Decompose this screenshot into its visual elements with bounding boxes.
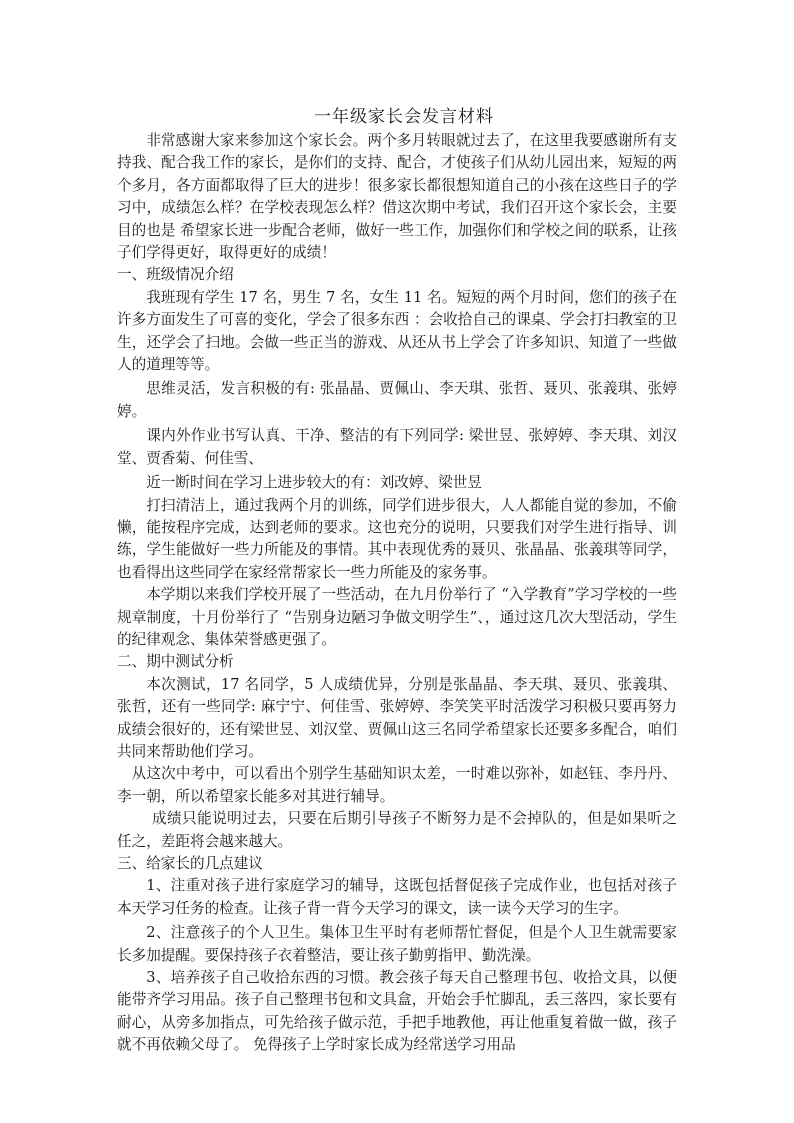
neat-homework-paragraph: 课内外作业书写认真、干净、整洁的有下列同学: 梁世昱、张婷婷、李天琪、刘汉堂、贾香菊、何佳雪、 [117, 427, 677, 467]
active-students-paragraph: 思维灵活，发言积极的有: 张晶晶、贾佩山、李天琪、张哲、聂贝、张義琪、张婷婷。 [117, 380, 677, 420]
document-title: 一年级家长会发言材料 [314, 107, 494, 127]
suggestion-1-paragraph: 1、注重对孩子进行家庭学习的辅导，这既包括督促孩子完成作业，也包括对孩子本天学习任务的检查。让孩子背一背今天学习的课文，读一读今天学习的生字。 [117, 877, 677, 917]
suggestion-2-paragraph: 2、注意孩子的个人卫生。集体卫生平时有老师帮忙督促，但是个人卫生就需要家长多加提醒。要保持孩子衣着整洁，要让孩子勤剪指甲、勤洗澡。 [117, 924, 677, 964]
section-heading-midterm-analysis: 二、期中测试分析 [117, 653, 234, 671]
section-heading-parent-suggestions: 三、给家长的几点建议 [117, 855, 263, 872]
cleaning-paragraph: 打扫清洁上，通过我两个月的训练，同学们进步很大，人人都能自觉的参加，不偷懒，能按程序完成，达到老师的要求。这也充分的说明，只要我们对学生进行指导、训练，学生能做好一些力所能及的事情。其中表现优秀的聂贝、张晶晶、张義琪等同学，也看得出这些同学在家经常帮家长一些力所能及的家务事。 [117, 496, 677, 581]
test-results-paragraph: 本次测试，17 名同学，5 人成绩优异，分别是张晶晶、李天琪、聂贝、张義琪、张哲，还有一些同学: 麻宁宁、何佳雪、张婷婷、李笑笑平时活泼学习积极只要再努力成绩会很好的，还有梁世昱、刘汉堂、贾佩山这三名同学希望家长还要多多配合，咱们共同来帮助他们学习。 [117, 675, 677, 760]
intro-paragraph: 非常感谢大家来参加这个家长会。两个多月转眼就过去了，在这里我要感谢所有支持我、配合我工作的家长，是你们的支持、配合，才使孩子们从幼儿园出来，短短的两个多月，各方面都取得了巨大的进步！很多家长都很想知道自己的小孩在这些日子的学习中，成绩怎么样？在学校表现怎么样？借这次期中考试，我们召开这个家长会，主要目的也是 希望家长进一步配合老师，做好一些工作，加强你们和学校之间的联系，让孩子们学得更好，取得更好的成绩！ [117, 132, 677, 262]
progress-students-paragraph: 近一断时间在学习上进步较大的有：刘改婷、梁世昱 [146, 474, 482, 492]
document-page [117, 0, 677, 1057]
class-info-paragraph: 我班现有学生 17 名，男生 7 名，女生 11 名。短短的两个月时间，您们的孩子在许多方面发生了可喜的变化，学会了很多东西 ：会收拾自己的课桌、学会打扫教室的卫生，还学会了扫地。会做一些正当的游戏、从还从书上学会了许多知识、知道了一些做人的道理等等。 [117, 288, 677, 374]
weak-students-paragraph: 从这次中考中，可以看出个别学生基础知识太差，一时难以弥补，如赵钰、李丹丹、李一朝，所以希望家长能多对其进行辅导。 [117, 765, 677, 805]
grades-note-paragraph: 成绩只能说明过去，只要在后期引导孩子不断努力是不会掉队的，但是如果听之任之，差距将会越来越大。 [117, 810, 677, 850]
school-activities-paragraph: 本学期以来我们学校开展了一些活动，在九月份举行了 “入学教育”学习学校的一些规章制度，十月份举行了 “告别身边陋习争做文明学生”、，通过这几次大型活动，学生的纪律观念、集体荣誉感更强了。 [117, 586, 677, 648]
section-heading-class-overview: 一、班级情况介绍 [117, 266, 234, 284]
suggestion-3-paragraph: 3、培养孩子自己收拾东西的习惯。教会孩子每天自己整理书包、收拾文具，以便能带齐学习用品。孩子自己整理书包和文具盒，开始会手忙脚乱，丢三落四，家长要有耐心，从旁多加指点，可先给孩子做示范，手把手地教他，再让他重复着做一做，孩子就不再依赖父母了。 免得孩子上学时家长成为经常送学习用品 [117, 969, 677, 1054]
